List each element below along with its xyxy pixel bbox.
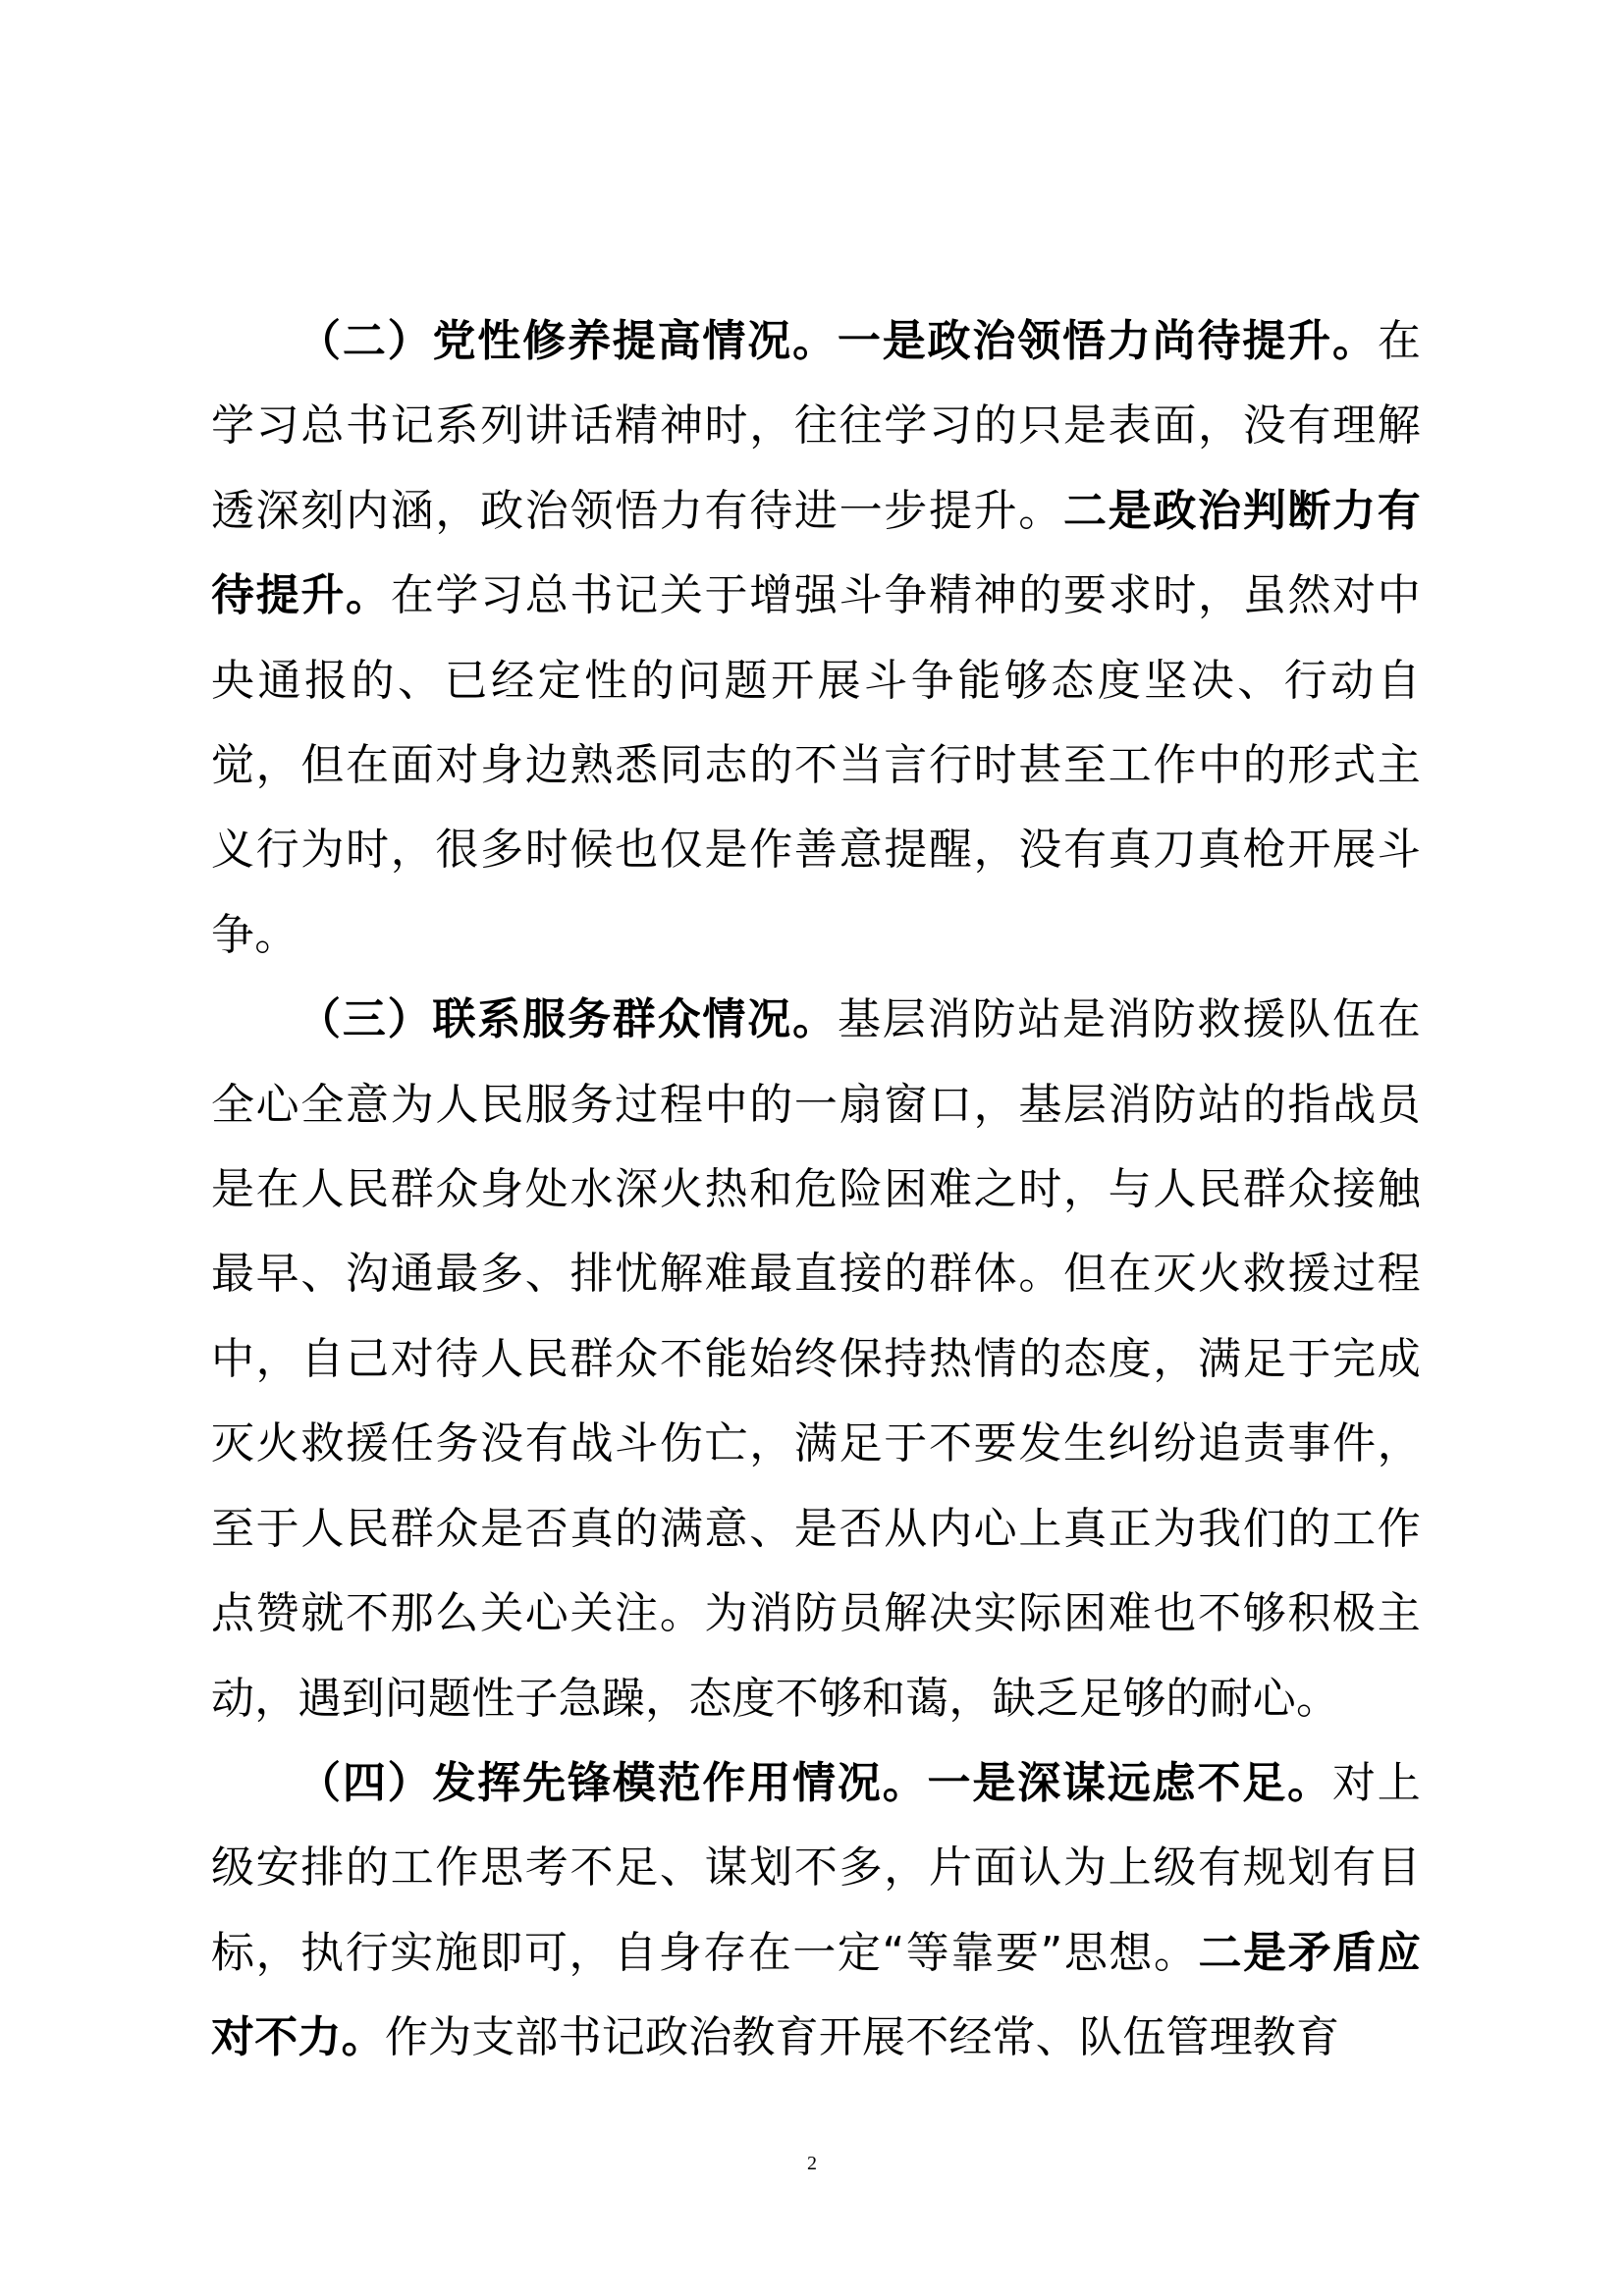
paragraph-serving-masses <box>211 978 1421 1741</box>
point-title: 二是政治判断力有待提升。 <box>211 485 1421 621</box>
document-body <box>211 299 1421 2081</box>
page-number: 2 <box>807 2153 817 2174</box>
point-text: 在学习总书记关于增强斗争精神的要求时，虽然对中央通报的、已经定性的问题开展斗争能够态度坚决、行动自觉，但在面对身边熟悉同志的不当言行时甚至工作中的形式主义行为时，很多时候也仅是作善意提醒，没有真刀真枪开展斗争。 <box>211 570 1421 960</box>
paragraph-vanguard-role <box>211 1741 1421 2081</box>
point-text: 对上级安排的工作思考不足、谋划不多，片面认为上级有规划有目标，执行实施即可，自身存在一定“等靠要”思想。 <box>211 1757 1421 1978</box>
paragraph-text: 基层消防站是消防救援队伍在全心全意为人民服务过程中的一扇窗口，基层消防站的指战员是在人民群众身处水深火热和危险困难之时，与人民群众接触最早、沟通最多、排忧解难最直接的群体。但在灭火救援过程中，自己对待人民群众不能始终保持热情的态度，满足于完成灭火救援任务没有战斗伤亡，满足于不要发生纠纷追责事件，至于人民群众是否真的满意、是否从内心上真正为我们的工作点赞就不那么关心关注。为消防员解决实际困难也不够积极主动，遇到问题性子急躁，态度不够和蔼，缺乏足够的耐心。 <box>211 994 1421 1724</box>
point-title: 一是政治领悟力尚待提升。 <box>837 316 1378 366</box>
section-heading: （三）联系服务群众情况。 <box>298 994 838 1045</box>
point-text: 在学习总书记系列讲话精神时，往往学习的只是表面，没有理解透深刻内涵，政治领悟力有待进一步提升。 <box>211 316 1422 536</box>
section-heading: （四）发挥先锋模范作用情况。 <box>298 1757 928 1808</box>
paragraph-party-cultivation <box>211 299 1421 978</box>
section-heading: （二）党性修养提高情况。 <box>298 316 838 366</box>
point-title: 二是矛盾应对不力。 <box>211 1927 1421 2063</box>
point-text: 作为支部书记政治教育开展不经常、队伍管理教育 <box>384 2012 1340 2063</box>
point-title: 一是深谋远虑不足。 <box>927 1757 1332 1808</box>
